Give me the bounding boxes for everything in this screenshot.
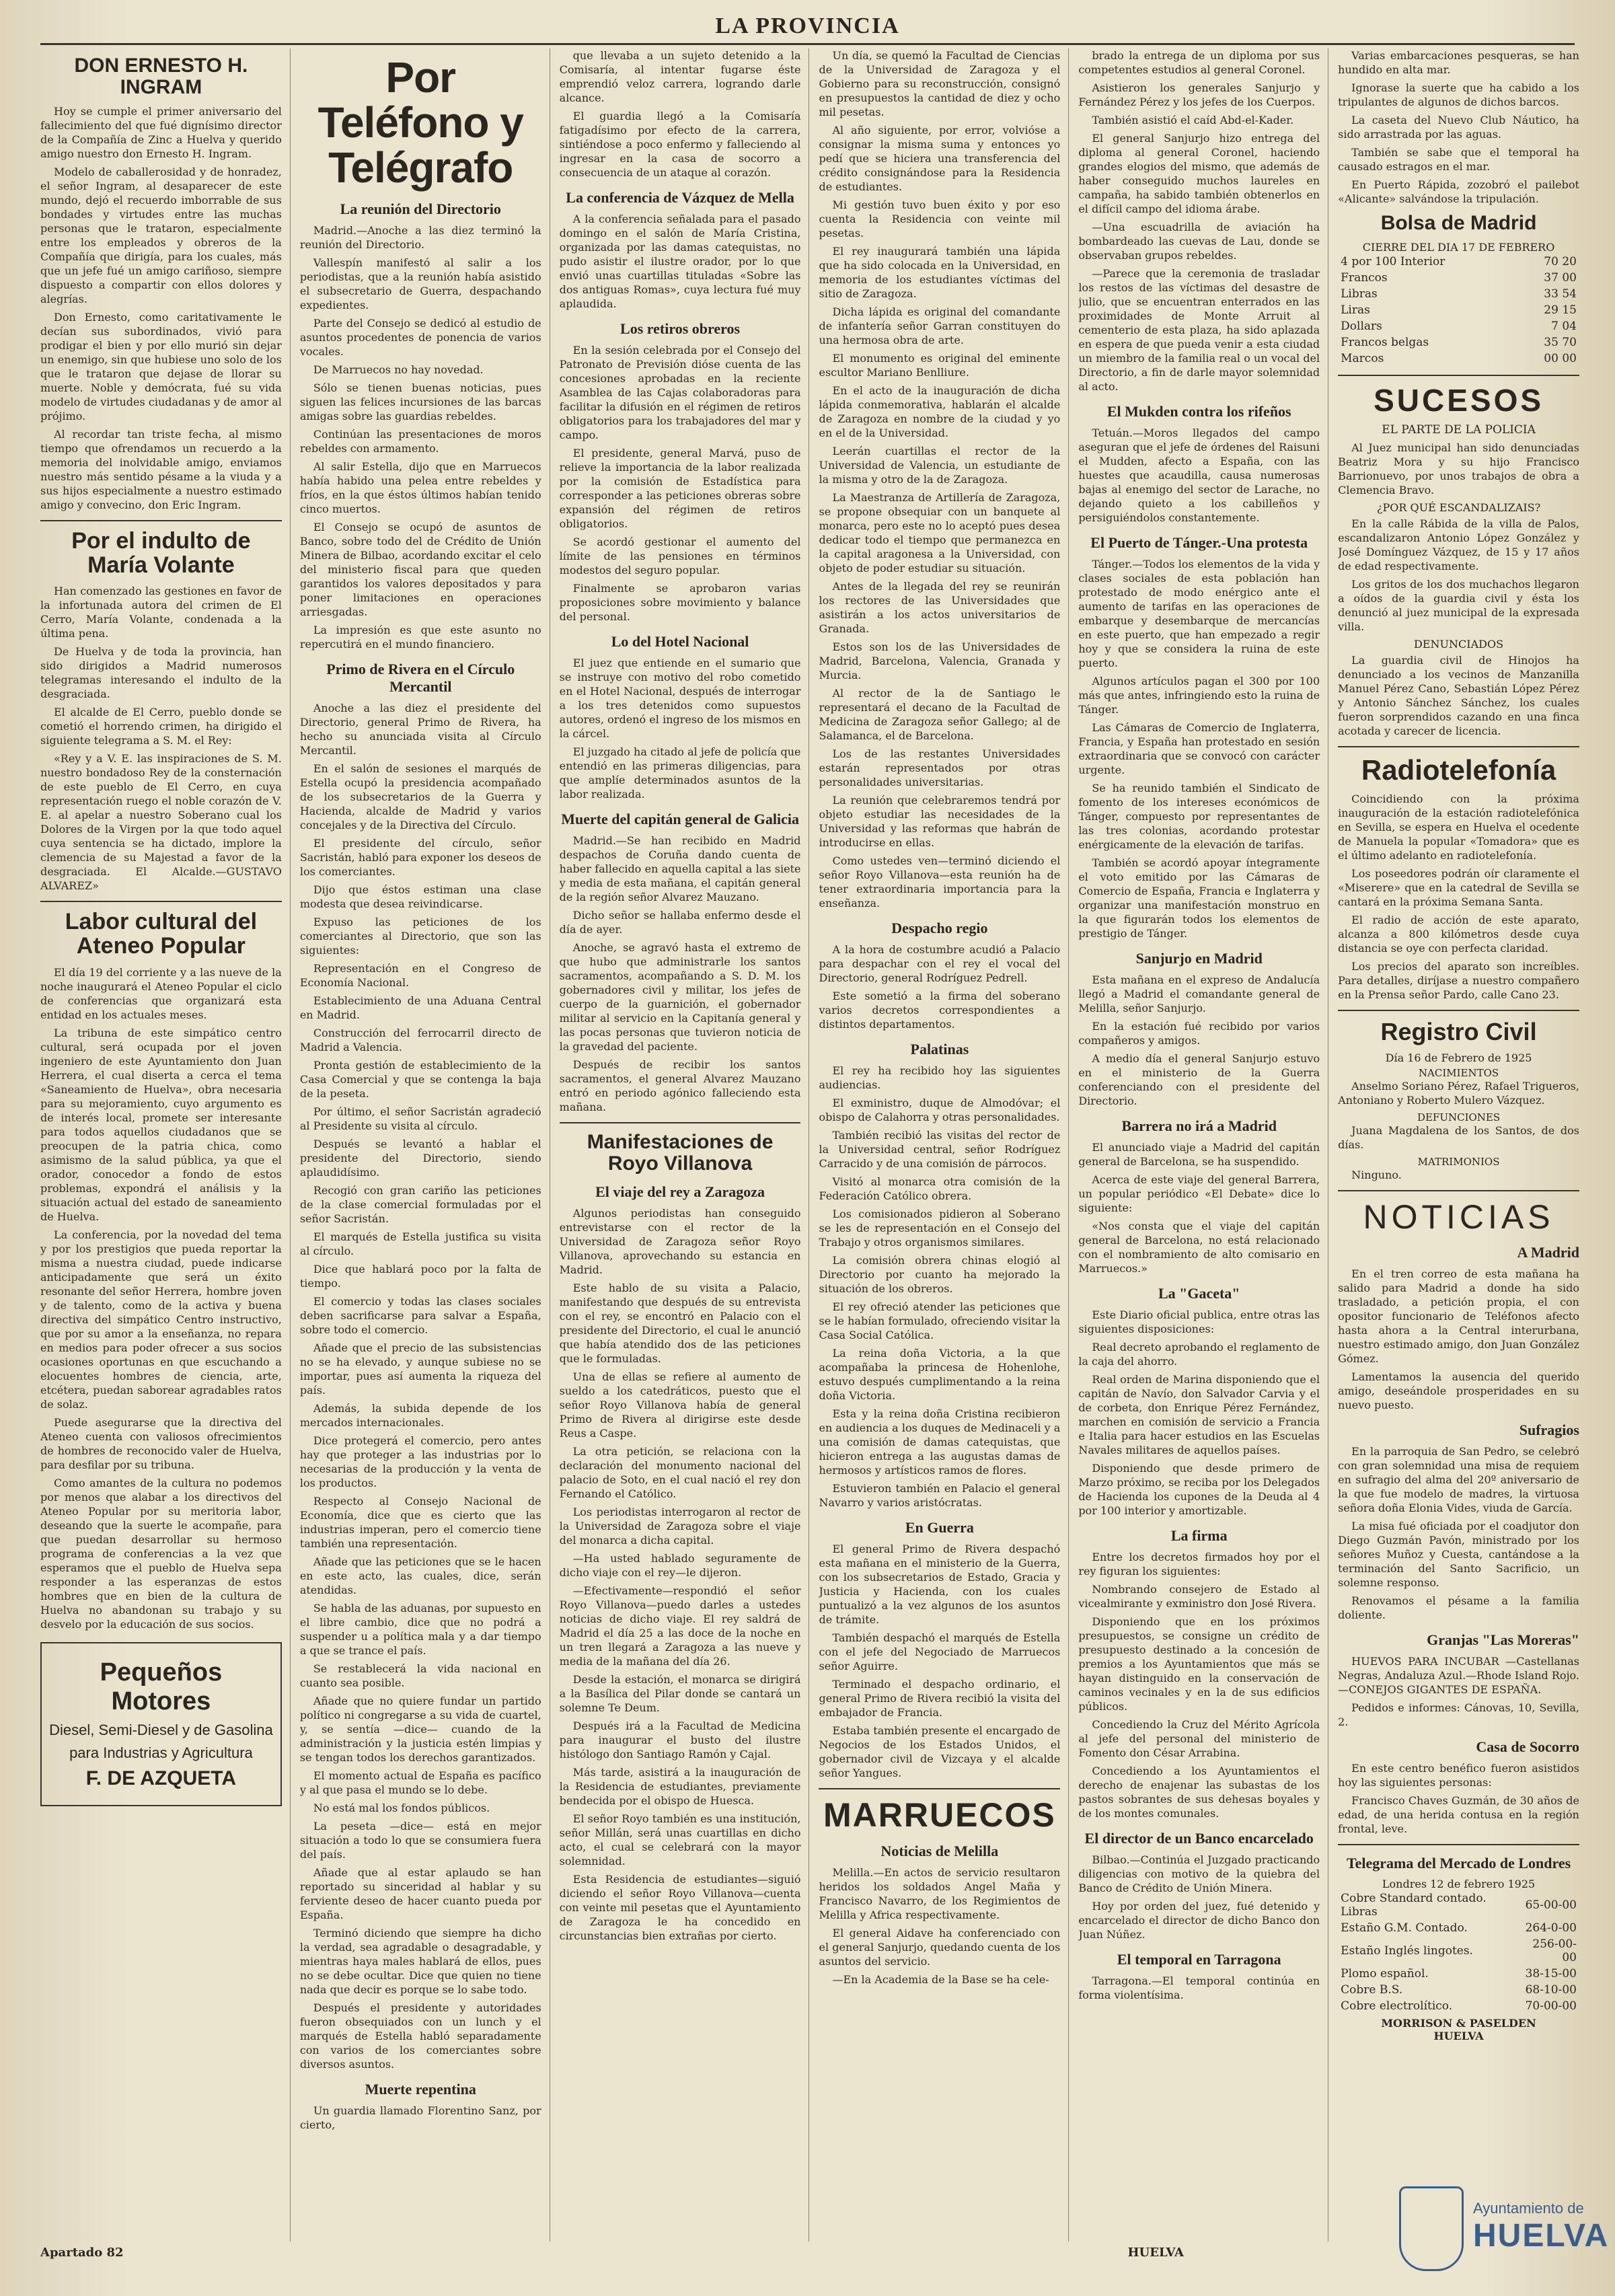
mukden-title: El Mukden contra los rifeños	[1106, 403, 1291, 420]
socorro-title: Casa de Socorro	[1476, 1738, 1579, 1756]
ingram-title: DON ERNESTO H. INGRAM	[74, 54, 248, 98]
temporal-paragraph: Tarragona.—El temporal continúa en forma violentísima.	[1078, 1974, 1320, 2001]
divider	[1338, 746, 1579, 747]
royo-continued: El monumento es original del eminente escultor Mariano Benlliure.	[819, 352, 1061, 379]
capitan-paragraph: Después de recibir los santos sacramentos, el general Alvarez Mauzano entró en periodo agónico falleciendo esta mañana.	[559, 1058, 801, 1113]
londres-table	[1338, 1890, 1579, 2014]
divider	[560, 1122, 801, 1123]
londres-signature: MORRISON & PASELDEN	[1381, 2017, 1536, 2030]
watermark-big: HUELVA	[1473, 2218, 1610, 2254]
palatinas-paragraph: La reina doña Victoria, a la que acompañaba la princesa de Hohenlohe, estuvo después cumplimentando a la reina doña Victoria.	[819, 1347, 1061, 1402]
primo-paragraph: Expuso las peticiones de los comerciantes al Directorio, que son las siguientes:	[299, 915, 541, 957]
ad-company: F. DE AZQUETA	[85, 1767, 237, 1789]
bolsa-label: Dollars	[1341, 319, 1382, 333]
denunciados-title: DENUNCIADOS	[1414, 637, 1504, 651]
temporal-continued: En Puerto Rápida, zozobró el pailebot «Alicante» salvándose la tripulación.	[1338, 178, 1579, 205]
reunion-paragraph: La impresión es que este asunto no repercutirá en el mundo financiero.	[299, 623, 541, 651]
table-row	[1338, 1936, 1579, 1966]
royo-continued: Leerán cuartillas el rector de la Universidad de Valencia, un estudiante de la misma y otro de la de Zaragoza.	[819, 445, 1061, 486]
bolsa-table	[1338, 254, 1579, 367]
ateneo-paragraph: La conferencia, por la novedad del tema y por los prestigios que pueda reportar la misma a nuestra ciudad, puede indicarse anticipadamente que será un éxito resonante del señor Herrera, hombre joven y de talento, como de la activa y buena directiva del simpático Centro instructivo, que por su amor a la enseñanza, no repara en medios para poder ofrecer a sus socios ocasiones oportunas en que escuchando a elocuentes hombres de ciencia, arte, etcétera, puedan saborear agradables ratos de solaz.	[40, 1228, 282, 1411]
defunciones-paragraph: Juana Magdalena de los Santos, de dos días.	[1338, 1123, 1579, 1151]
guerra-paragraph: Estaba también presente el encargado de Negocios de los Estados Unidos, el gobernador civil de Vizcaya y el alcalde señor Yangues.	[819, 1724, 1061, 1779]
sufragios-paragraph: Renovamos el pésame a la familia doliente.	[1338, 1594, 1579, 1622]
primo-paragraph: En el salón de sesiones el marqués de Estella ocupó la presidencia acompañado de los subsecretarios de la Guerra y Hacienda, alcalde de Madrid y varios concejales y de la Directiva del Círculo.	[299, 762, 541, 831]
vazquez-title: La conferencia de Vázquez de Mella	[566, 189, 794, 206]
sufragios-paragraph: La misa fué oficiada por el coadjutor don Diego Guzmán Pavón, ministrado por los señores Muñoz y Cuesta, cantándose a la terminación del Santo Sacrificio, un solemne responso.	[1338, 1520, 1579, 1590]
royo-continued: El rey inaugurará también una lápida que ha sido colocada en la Universidad, en memoria de los estudiantes víctimas del sitio de Zaragoza.	[819, 245, 1061, 300]
ad-city: HUELVA	[1127, 2246, 1184, 2260]
temporal-continued: La caseta del Nuevo Club Náutico, ha sido arrastrada por las aguas.	[1338, 114, 1579, 141]
primo-paragraph: El momento actual de España es pacífico y al que pasa el mundo se lo debe.	[299, 1769, 541, 1796]
socorro-paragraph: En este centro benéfico fueron asistidos hoy las siguientes personas:	[1338, 1762, 1579, 1789]
melilla-continued: El general Sanjurjo hizo entrega del diploma al general Coronel, haciendo grandes elogios del mismo, que además de haber conseguido muchos laureles en campaña, ha sabido también obtenerlos en el difícil campo del idioma árabe.	[1078, 132, 1320, 215]
indulto-paragraph: Han comenzado las gestiones en favor de la infortunada autora del crimen de El Cerro, María Volante, condenada a la última pena.	[40, 585, 282, 640]
table-row	[1338, 1966, 1579, 1982]
radio-title: Radiotelefonía	[1361, 753, 1556, 786]
tanger-paragraph: Las Cámaras de Comercio de Inglaterra, Francia, y España han protestado en sesión extraordinaria que se convocó con carácter urgente.	[1078, 721, 1320, 776]
primo-paragraph: No está mal los fondos públicos.	[313, 1801, 490, 1814]
londres-value: 65-00-00	[1525, 1898, 1577, 1913]
barrera-title: Barrera no irá a Madrid	[1121, 1117, 1277, 1134]
reunion-paragraph: Madrid.—Anoche a las diez terminó la reunión del Directorio.	[299, 223, 541, 251]
royo-paragraph: —Ha usted hablado seguramente de dicho viaje con el rey—le dijeron.	[559, 1552, 801, 1579]
reunion-paragraph: Al salir Estella, dijo que en Marruecos había habido una pelea entre rebeldes y fríos, en la que éstos últimos habían tenido cinco muertos.	[299, 459, 541, 515]
hotel-paragraph: El juez que entiende en el sumario que se instruye con motivo del robo cometido en el Hotel Nacional, después de interrogar a los tres detenidos como supuestos autores, ordenó el ingreso de los mismos en la cárcel.	[559, 657, 801, 740]
ateneo-title: Labor cultural del Ateneo Popular	[65, 909, 258, 959]
tanger-paragraph: Se ha reunido también el Sindicato de fomento de los intereses económicos de Tánger, compuesto por representantes de las tres colonias, acordando protestar enérgicamente de la elevación de tarifas.	[1078, 782, 1320, 851]
nacimientos-paragraph: Anselmo Soriano Pérez, Rafael Trigueros, Antoniano y Roberto Mulero Vázquez.	[1338, 1079, 1579, 1107]
ad-title: Pequeños Motores	[100, 1658, 223, 1715]
bolsa-value: 37 00	[1544, 270, 1577, 285]
bolsa-label: Francos	[1341, 270, 1388, 285]
newspaper-name: LA PROVINCIA	[715, 13, 900, 38]
londres-label: Cobre electrolítico.	[1341, 1999, 1453, 2013]
bolsa-value: 70 20	[1544, 254, 1577, 268]
divider	[40, 520, 282, 521]
reunion-paragraph: Parte del Consejo se dedicó al estudio de asuntos procedentes de ponencia de varios vocales.	[299, 316, 541, 358]
bolsa-label: 4 por 100 Interior	[1341, 254, 1445, 268]
royo-continued: La Maestranza de Artillería de Zaragoza, se propone obsequiar con un banquete al monarca, pero este no lo aceptó pues desea dedicar todo el tiempo que permanezca en la capital aragonesa a la Universidad, con objeto de poder estudiar su situación.	[819, 491, 1061, 575]
tanger-paragraph: Algunos artículos pagan el 300 por 100 más que antes, infringiendo esto la ruina de Tánger.	[1078, 675, 1320, 716]
palatinas-paragraph: La comisión obrera chinas elogió al Directorio por cuanto ha mejorado la situación de los obreros.	[819, 1254, 1061, 1295]
motores-advertisement	[40, 1642, 282, 1806]
primo-paragraph: Anoche a las diez el presidente del Directorio, general Primo de Rivera, ha hecho su anunciada visita al Círculo Mercantil.	[299, 701, 541, 757]
bolsa-label: Marcos	[1341, 351, 1384, 365]
firma-paragraph: Disponiendo que en los próximos presupuestos, se consigne un crédito de presupuesto destinado a la concesión de premios a los Ayuntamientos que más se hayan distinguido en la conservación de caminos vecinales y en la de sus edificios públicos.	[1078, 1615, 1320, 1713]
ingram-paragraph: Don Ernesto, como caritativamente le decían sus subordinados, vivió para prodigar el bien y por ello murió sin dejar un enemigo, sin que hubiese uno solo de los que le trataron que dejase de llorar su muerte. Noble y demócrata, fué su vida modelo de virtudes ciudadanas y de amor al prójimo.	[40, 311, 282, 422]
ad-box: Apartado 82	[40, 2246, 124, 2260]
sanjurjo-paragraph: En la estación fué recibido por varios compañeros y amigos.	[1078, 1020, 1320, 1047]
indulto-title: Por el indulto de María Volante	[71, 528, 251, 578]
palatinas-title: Palatinas	[910, 1041, 969, 1058]
section-title: Por Teléfono y Telégrafo	[317, 53, 523, 192]
hotel-paragraph: El juzgado ha citado al jefe de policía que entendió en las primeras diligencias, para que amplíe determinados asuntos de la labor realizada.	[559, 745, 801, 801]
table-row	[1338, 302, 1579, 318]
primo-paragraph: Añade que las peticiones que se le hacen en este acto, las cuales, dice, serán atendidas.	[299, 1555, 541, 1596]
column-6	[1338, 48, 1587, 2242]
despacho-paragraph: Este sometió a la firma del soberano varios decretos correspondientes a distintos departamentos.	[819, 990, 1061, 1031]
guerra-title: En Guerra	[905, 1519, 974, 1536]
column-4	[819, 48, 1069, 2242]
column-1	[40, 48, 291, 2242]
melilla-continued: También asistió el caíd Abd-el-Kader.	[1092, 114, 1294, 126]
sanjurjo-paragraph: A medio día el general Sanjurjo estuvo en el ministerio de la Guerra conferenciando con el presidente del Directorio.	[1078, 1052, 1320, 1107]
denunciados-paragraph: La guardia civil de Hinojos ha denunciado a los vecinos de Manzanilla Manuel Pérez Cano, Sebastián López Pérez y Antonio Sánchez Sánchez, los cuales fueron sorprendidos cazando en una finca acotada y carecer de licencia.	[1338, 653, 1579, 737]
bolsa-label: Libras	[1341, 287, 1378, 301]
palatinas-paragraph: Visitó al monarca otra comisión de la Federación Católico obrera.	[819, 1175, 1061, 1202]
royo-continued: Dicha lápida es original del comandante de infantería señor Garran constituyen do una hermosa obra de arte.	[819, 305, 1061, 346]
sufragios-paragraph: En la parroquia de San Pedro, se celebró con gran solemnidad una misa de requiem en sufragio del alma del 20º aniversario de la que fue modelo de madres, la virtuosa señora doña Elonia Vides, viuda de García.	[1338, 1445, 1579, 1515]
palatinas-paragraph: También recibió las visitas del rector de la Universidad central, señor Rodríguez Carracido y de una comisión de párrocos.	[819, 1129, 1061, 1170]
table-row	[1338, 286, 1579, 302]
table-row	[1338, 1890, 1579, 1920]
radio-paragraph: Los poseedores podrán oír claramente el «Miserere» que en la catedral de Sevilla se cantará en la próxima Semana Santa.	[1338, 866, 1579, 908]
gaceta-title: La "Gaceta"	[1158, 1285, 1240, 1302]
primo-paragraph: Establecimiento de una Aduana Central en Madrid.	[299, 994, 541, 1021]
archive-watermark	[1473, 2200, 1609, 2254]
palatinas-paragraph: El rey ofreció atender las peticiones que se le habían formulado, ofreciendo visitar la Casa Social Católica.	[819, 1300, 1061, 1341]
melilla-paragraph: El general Aidave ha conferenciado con el general Sanjurjo, quedando cuenta de los asuntos del servicio.	[819, 1926, 1061, 1968]
primo-paragraph: Se restablecerá la vida nacional en cuanto sea posible.	[299, 1662, 541, 1689]
matrimonios-paragraph: Ninguno.	[1351, 1168, 1402, 1181]
divider	[40, 901, 282, 902]
primo-paragraph: Dice que hablará poco por la falta de tiempo.	[299, 1262, 541, 1290]
retiros-paragraph: Se acordó gestionar el aumento del límite de las pensiones en términos modestos del seguro popular.	[559, 535, 801, 577]
temporal-title: El temporal en Tarragona	[1117, 1951, 1281, 1968]
royo-continued: Antes de la llegada del rey se reunirán los rectores de las Universidades que asistirán a los actos universitarios de Granada.	[819, 580, 1061, 635]
banco-title: El director de un Banco encarcelado	[1084, 1830, 1314, 1847]
sucesos-question: ¿POR QUÉ ESCANDALIZAIS?	[1376, 501, 1541, 514]
watermark-small: Ayuntamiento de	[1473, 2200, 1584, 2217]
nacimientos-title: NACIMIENTOS	[1418, 1066, 1499, 1079]
ateneo-paragraph: Como amantes de la cultura no podemos por menos que alabar a los directivos del Ateneo Popular por su meritoria labor, deseando que la suerte le acompañe, para que puedan desarrollar su hermoso programa de conferencias a la vez que esperamos que el pueblo de Huelva sepa responder a las esperanzas de estos hombres que en bien de la cultura de Huelva no abandonan su trabajo y su desvelo por la educación de sus socios.	[40, 1476, 282, 1631]
palatinas-paragraph: Estuvieron también en Palacio el general Navarro y varios aristócratas.	[819, 1482, 1061, 1509]
reunion-title: La reunión del Directorio	[340, 200, 501, 217]
tanger-title: El Puerto de Tánger.-Una protesta	[1090, 534, 1308, 551]
ateneo-paragraph: El día 19 del corriente y a las nueve de la noche inaugurará el Ateneo Popular el ciclo de conferencias que organizará esta entidad en los actuales meses.	[40, 965, 282, 1021]
ingram-paragraph: Modelo de caballerosidad y de honradez, el señor Ingram, al desaparecer de este mundo, dejó el recuerdo imborrable de sus bondades y virtudes entre las muchas personas que le trataron, especialmente entre los empleados y obreros de la Compañía que dirigía, para los cuales, más que un jefe fué un amigo cariñoso, siempre dispuesto a compartir con ellos dolores y alegrías.	[40, 165, 282, 305]
primo-paragraph: Añade que al estar aplaudo se han reportado su sinceridad al hablar y su ferviente deseo de hacer cuanto pueda por España.	[299, 1865, 541, 1921]
melilla-continued: brado la entrega de un diploma por sus competentes estudios al general Coronel.	[1078, 49, 1320, 76]
londres-value: 70-00-00	[1525, 1999, 1577, 2013]
royo-paragraph: La otra petición, se relaciona con la declaración del monumento nacional del palacio de Soto, en el cual nació el rey don Fernando el Católico.	[559, 1445, 801, 1500]
bolsa-value: 33 54	[1544, 287, 1577, 301]
primo-paragraph: Añade que el precio de las subsistencias no se ha elevado, y aunque subiese no se importar, pues así aumenta la riqueza del país.	[299, 1341, 541, 1397]
sucesos-paragraph: Los gritos de los dos muchachos llegaron a oídos de la guardia civil y ésta los denunció al juez municipal de la expresada villa.	[1338, 577, 1579, 633]
column-2	[300, 48, 550, 2242]
ateneo-paragraph: Puede asegurarse que la directiva del Ateneo cuenta con valiosos ofrecimientos de hombres de reconocido valer de Huelva, para desfilar por su tribuna.	[40, 1415, 282, 1471]
guerra-paragraph: También despachó el marqués de Estella con el jefe del Negociado de Marruecos señor Aguirre.	[819, 1631, 1061, 1672]
barrera-paragraph: Acerca de este viaje del general Barrera, un popular periódico «El Debate» dice lo siguiente:	[1078, 1173, 1320, 1214]
firma-paragraph: Concediendo la Cruz del Mérito Agrícola al jefe del personal del ministerio de Fomento don César Arrabina.	[1078, 1718, 1320, 1759]
amadrid-title: A Madrid	[1517, 1244, 1579, 1261]
column-3	[560, 48, 810, 2242]
ingram-paragraph: Hoy se cumple el primer aniversario del fallecimiento del que fué dignísimo director de la Compañía de Zinc a Huelva y querido amigo nuestro don Ernesto H. Ingram.	[40, 105, 282, 160]
table-row	[1338, 1920, 1579, 1936]
despacho-paragraph: A la hora de costumbre acudió a Palacio para despachar con el rey el vocal del Directorio, general Rodríguez Pedrell.	[819, 943, 1061, 984]
primo-paragraph: Dijo que éstos estiman una clase modesta que desea reivindicarse.	[299, 883, 541, 910]
bolsa-subtitle: CIERRE DEL DIA 17 DE FEBRERO	[1362, 240, 1555, 254]
retiros-paragraph: El presidente, general Marvá, puso de relieve la importancia de la labor realizada por la comisión de Estadística para corresponder a las peticiones obreras sobre expansión del régimen de retiros obligatorios.	[559, 447, 801, 530]
palatinas-paragraph: Los comisionados pidieron al Soberano se les de representación en el Consejo del Trabajo y otros organismos similares.	[819, 1208, 1061, 1249]
londres-label: Cobre Standard contado. Libras	[1341, 1892, 1487, 1919]
royo-subtitle: El viaje del rey a Zaragoza	[595, 1183, 765, 1200]
capitan-paragraph: Anoche, se agravó hasta el extremo de que hubo que administrarle los santos sacramentos, acompañando a S. D. M. los gobernadores civil y militar, los jefes de cuerpo de la guarnición, el gobernador militar al servicio en la Capitanía general y las pocas personas que tuvieron noticia de la gravedad del paciente.	[559, 941, 801, 1053]
royo-continued: Al año siguiente, por error, volvióse a consignar la misma suma y entonces yo pedí que se hiciera una transferencia del crédito consignándose para la Residencia de estudiantes.	[819, 124, 1061, 193]
granjas-title: Granjas "Las Moreras"	[1427, 1631, 1579, 1649]
royo-continued: En el acto de la inauguración de dicha lápida conmemorativa, hablarán el alcalde de Zaragoza en nombre de la ciudad y yo en el de la Universidad.	[819, 384, 1061, 439]
royo-paragraph: Una de ellas se refiere al aumento de sueldo a los catedráticos, puesto que el señor Royo Villanova había de general Primo de Rivera al dirigirse este desde Reus a Caspe.	[559, 1370, 801, 1440]
royo-paragraph: Más tarde, asistirá a la inauguración de la Residencia de estudiantes, previamente bendecida por el obispo de Huesca.	[559, 1766, 801, 1807]
banco-paragraph: Bilbao.—Continúa el Juzgado practicando diligencias con motivo de la quiebra del Banco de Crédito de Unión Minera.	[1078, 1853, 1320, 1894]
temporal-continued: Ignorase la suerte que ha cabido a los tripulantes de algunos de dichos barcos.	[1338, 81, 1579, 108]
mukden-paragraph: Tetuán.—Moros llegados del campo aseguran que el jefe de órdenes del Raisuni el Mudden, afecto a España, con las huestes que acaudilla, causa numerosas bajas al enemigo del sector de Larache, no dejando quieto a los cabilleños y persiguiéndolos constantemente.	[1078, 427, 1320, 524]
londres-value: 38-15-00	[1525, 1967, 1577, 1981]
ingram-paragraph: Al recordar tan triste fecha, al mismo tiempo que ofrendamos un recuerdo a la memoria del inolvidable amigo, enviamos nuestro más sentido pésame a la viuda y a sus hijos especialmente a nuestro estimado amigo y convecino, don Eric Ingram.	[40, 428, 282, 511]
barrera-paragraph: El anunciado viaje a Madrid del capitán general de Barcelona, se ha suspendido.	[1078, 1141, 1320, 1168]
royo-continued: Los de las restantes Universidades estarán representados por otras personalidades universitarias.	[819, 747, 1061, 788]
londres-label: Cobre B.S.	[1341, 1983, 1403, 1997]
londres-city: HUELVA	[1433, 2030, 1484, 2043]
sufragios-title: Sufragios	[1519, 1421, 1579, 1439]
column-5	[1078, 48, 1328, 2242]
bolsa-value: 7 04	[1551, 319, 1577, 333]
amadrid-paragraph: Lamentamos la ausencia del querido amigo, deseándole prosperidades en su nuevo puesto.	[1338, 1370, 1579, 1412]
despacho-title: Despacho regio	[891, 920, 988, 936]
hotel-title: Lo del Hotel Nacional	[611, 633, 749, 650]
vazquez-paragraph: A la conferencia señalada para el pasado domingo en el salón de María Cristina, organizada por las damas catequistas, no pudo asistir el ilustre orador, por lo que envió unas cuartillas tituladas «Sobre las dos antiguas Romas», cuya lectura fué muy aplaudida.	[559, 213, 801, 310]
temporal-continued: Varias embarcaciones pesqueras, se han hundido en alta mar.	[1338, 49, 1579, 76]
granjas-paragraph: HUEVOS PARA INCUBAR —Castellanas Negras, Andaluza Azul.—Rhode Island Rojo.—CONEJOS GIGANTES DE ESPAÑA.	[1338, 1655, 1579, 1697]
primo-title: Primo de Rivera en el Círculo Mercantil	[326, 660, 515, 695]
firma-paragraph: Entre los decretos firmados hoy por el rey figuran los siguientes:	[1078, 1551, 1320, 1578]
royo-paragraph: Este hablo de su visita a Palacio, manifestando que después de su entrevista con el rey, se encontró en Palacio con el presidente del Directorio, el cual le anunció que había atendido dos de las peticiones que le formuladas.	[559, 1282, 801, 1365]
granjas-paragraph: Pedidos e informes: Cánovas, 10, Sevilla, 2.	[1338, 1701, 1579, 1729]
table-row	[1338, 254, 1579, 270]
royo-title: Manifestaciones de Royo Villanova	[587, 1131, 774, 1175]
divider	[1338, 1190, 1579, 1191]
reunion-paragraph: El Consejo se ocupó de asuntos de Banco, sobre todo del de Crédito de Unión Minera de Bilbao, acordando excitar el celo del ministerio fiscal para que queden garantidos los valores depositados y para poner limitaciones en operaciones arriesgadas.	[299, 520, 541, 618]
radio-paragraph: El radio de acción de este aparato, alcanza a 800 kilómetros desde cuya distancia se oye con perfecta claridad.	[1338, 913, 1579, 955]
temporal-continued: También se sabe que el temporal ha causado estragos en el mar.	[1338, 146, 1579, 173]
sucesos-paragraph: En la calle Rábida de la villa de Palos, escandalizaron Antonio López González y José Domínguez Vázquez, de 15 y 17 años de edad respectivamente.	[1338, 517, 1579, 572]
reunion-paragraph: Continúan las presentaciones de moros rebeldes con armamento.	[299, 427, 541, 455]
guerra-paragraph: Terminado el despacho ordinario, el general Primo de Rivera recibió la visita del embajador de Francia.	[819, 1678, 1061, 1719]
muerte-continued: El guardia llegó a la Comisaría fatigadísimo por efecto de la carrera, sintiéndose a poco enfermo y falleciendo al ingresar en la casa de socorro a consecuencia de un ataque al corazón.	[559, 110, 801, 179]
coat-of-arms-icon	[1399, 2186, 1464, 2271]
gaceta-paragraph: Disponiendo que desde primero de Marzo próximo, se reciba por los Delegados de Hacienda los cupones de la Deuda al 4 por 100 interior y amortizable.	[1078, 1462, 1320, 1517]
sucesos-paragraph: Al Juez municipal han sido denunciadas Beatriz Mora y su hijo Francisco Barrionuevo, por unos trabajos de obra a Clemencia Bravo.	[1338, 441, 1579, 496]
table-row	[1338, 334, 1579, 350]
primo-paragraph: Dice protegerá el comercio, pero antes hay que proteger a las industrias por lo necesarias de la producción y la venta de los productos.	[299, 1434, 541, 1489]
londres-value: 68-10-00	[1525, 1983, 1577, 1997]
defunciones-title: DEFUNCIONES	[1417, 1111, 1501, 1123]
royo-continued: Al rector de la de Santiago le representará el decano de la Facultad de Medicina de Zaragoza señor Gallego; al de Salamanca, el de Barcelona.	[819, 687, 1061, 742]
londres-value: 264-0-00	[1525, 1921, 1577, 1935]
primo-paragraph: Respecto al Consejo Nacional de Economía, dice que es cierto que las industrias imperan, pero el comercio tiene también una representación.	[299, 1494, 541, 1550]
ateneo-paragraph: La tribuna de este simpático centro cultural, será ocupada por el joven ingeniero de este Ayuntamiento don Juan Herrera, el cual diserta a cerca el tema «Saneamiento de Huelva», obra necesaria para su mejoramiento, cuyo argumento es de interés local, promete ser interesante para todos aquellos ciudadanos que se preocupen de la patria chica, como asimismo de la salud pública, ya que el orador, conocedor a fondo de estos problemas, expondrá el análisis y la situación actual del estado de saneamiento de Huelva.	[40, 1026, 282, 1223]
royo-paragraph: Algunos periodistas han conseguido entrevistarse con el rector de la Universidad de Zaragoza señor Royo Villanova, aprovechando su estancia en Madrid.	[559, 1207, 801, 1276]
melilla-paragraph: Melilla.—En actos de servicio resultaron heridos los soldados Angel Maña y Francisco Navarro, de los Regimientos de Melilla y Africa respectivamente.	[819, 1865, 1061, 1921]
registro-title: Registro Civil	[1380, 1017, 1537, 1045]
primo-paragraph: Después el presidente y autoridades fueron obsequiados con un lunch y el marqués de Estella habló separadamente con varios de los comerciantes sobre diversos asuntos.	[299, 2001, 541, 2071]
table-row	[1338, 1982, 1579, 1998]
melilla-continued: —Parece que la ceremonia de trasladar los restos de las víctimas del desastre de julio, que se encuentran enterrados en las proximidades de Monte Arruit al cementerio de esta plaza, ha sido aplazada en espera de que pueda venir a esta ciudad un miembro de la familia real o un vocal del Directorio, a fin de darle mayor solemnidad al acto.	[1078, 267, 1320, 393]
londres-label: Plomo español.	[1341, 1967, 1429, 1981]
primo-paragraph: Además, la subida depende de los mercados internacionales.	[299, 1401, 541, 1429]
palatinas-paragraph: Esta y la reina doña Cristina recibieron en audiencia a los duques de Medinaceli y a una comisión de damas catequistas, que hicieron entrega a las augustas damas de hermosos y artísticos ramos de flores.	[819, 1407, 1061, 1477]
muerte-title: Muerte repentina	[365, 2080, 476, 2098]
royo-continued: Un día, se quemó la Facultad de Ciencias de la Universidad de Zaragoza y el Gobierno para su reconstrucción, consignó en presupuestos la cantidad de diez y ocho mil pesetas.	[819, 49, 1061, 118]
primo-paragraph: Construcción del ferrocarril directo de Madrid a Valencia.	[299, 1026, 541, 1053]
primo-paragraph: Por último, el señor Sacristán agradeció al Presidente su visita al círculo.	[299, 1105, 541, 1132]
capitan-paragraph: Madrid.—Se han recibido en Madrid despachos de Coruña dando cuenta de haber fallecido en aquella capital a las siete y media de esta mañana, el capitán general de la región señor Alvarez Mauzano.	[559, 834, 801, 903]
firma-paragraph: Concediendo a los Ayuntamientos el derecho de enajenar las subastas de los pastos sobrantes de sus dehesas boyales y de los montes comunales.	[1078, 1765, 1320, 1820]
guerra-paragraph: El general Primo de Rivera despachó esta mañana en el ministerio de la Guerra, con los subsecretarios de Estado, Gracia y Justicia y Hacienda, con los cuales puntualizó a la vez algunos de los asuntos de trámite.	[819, 1543, 1061, 1626]
primo-paragraph: Recogió con gran cariño las peticiones de la clase comercial formuladas por el señor Sacristán.	[299, 1183, 541, 1225]
radio-paragraph: Coincidiendo con la próxima inauguración de la estación radiotelefónica en Sevilla, se espera en Huelva el ocedente de Manuela la popular «Tomadora» que es el último adelanto en radiotelefonía.	[1338, 792, 1579, 862]
sucesos-subtitle: EL PARTE DE LA POLICIA	[1382, 422, 1536, 437]
table-row	[1338, 1998, 1579, 2014]
melilla-paragraph: —En la Academia de la Base se ha cele-	[832, 1972, 1049, 1986]
primo-paragraph: Añade que no quiere fundar un partido político ni congregarse a su vida de cuartel, y, se sentía —dice— cuando de la administración y la justicia estén limpias y se tengan todos los derechos garantizados.	[299, 1694, 541, 1764]
tanger-paragraph: Tánger.—Todos los elementos de la vida y clases sociales de esta población han protestado de modo enérgico ante el aumento de tarifas en las operaciones de embarque y desembarque de mercancías en este puerto, que han empezado a regir hoy y que se considera la ruina de este puerto.	[1078, 558, 1320, 669]
royo-paragraph: —Efectivamente—respondió el señor Royo Villanova—puedo darles a ustedes noticias de dicho viaje. El rey saldrá de Madrid el día 25 a las doce de la noche en un tren llegará a Zaragoza a las nueve y media de la mañana del día 26.	[559, 1584, 801, 1668]
melilla-continued: —Una escuadrilla de aviación ha bombardeado las cuevas de Lau, donde se observaban grupos rebeldes.	[1078, 221, 1320, 262]
royo-continued: Mi gestión tuvo buen éxito y por eso cuenta la Residencia con veinte mil pesetas.	[819, 198, 1061, 239]
royo-paragraph: Los periodistas interrogaron al rector de la Universidad de Zaragoza sobre el viaje del monarca a dicha capital.	[559, 1506, 801, 1547]
royo-continued: Estos son los de las Universidades de Madrid, Barcelona, Valencia, Granada y Murcia.	[819, 640, 1061, 681]
table-row	[1338, 318, 1579, 334]
banco-paragraph: Hoy por orden del juez, fué detenido y encarcelado el director de dicho Banco don Juan Núñez.	[1078, 1900, 1320, 1941]
masthead	[40, 9, 1575, 45]
melilla-continued: Asistieron los generales Sanjurjo y Fernández Pérez y los jefes de los Cuerpos.	[1078, 81, 1320, 108]
primo-paragraph: Pronta gestión de establecimiento de la Casa Comercial y que se contenga la baja de la peseta.	[299, 1058, 541, 1100]
columns	[40, 48, 1587, 2242]
divider	[1338, 1010, 1579, 1011]
royo-paragraph: El señor Royo también es una institución, señor Millán, será unas cuartillas en dicho acto, el cual se celebrará con la mayor solemnidad.	[559, 1812, 801, 1867]
sanjurjo-title: Sanjurjo en Madrid	[1135, 950, 1263, 967]
divider	[1338, 1844, 1579, 1845]
retiros-paragraph: En la sesión celebrada por el Consejo del Patronato de Previsión dióse cuenta de las concesiones aprobadas en la reciente Asamblea de las Cajas colaboradoras para facilitar la difusión en el régimen de retiros obligatorios para los trabajadores del mar y campo.	[559, 344, 801, 441]
matrimonios-title: MATRIMONIOS	[1417, 1155, 1500, 1168]
bolsa-label: Francos belgas	[1341, 335, 1429, 349]
firma-paragraph: Nombrando consejero de Estado al vicealmirante y exministro don José Rivera.	[1078, 1583, 1320, 1610]
primo-paragraph: Después se levantó a hablar el presidente del Directorio, siendo aplaudidísimo.	[299, 1137, 541, 1179]
bolsa-value: 00 00	[1544, 351, 1577, 365]
table-row	[1338, 270, 1579, 286]
londres-label: Estaño Inglés lingotes.	[1341, 1944, 1473, 1958]
palatinas-paragraph: El rey ha recibido hoy las siguientes audiencias.	[819, 1064, 1061, 1091]
muerte-continued: que llevaba a un sujeto detenido a la Comisaría, al intentar fugarse éste emprendió veloz carrera, logrando darle alcance.	[559, 49, 801, 104]
indulto-paragraph: «Rey y a V. E. las inspiraciones de S. M. nuestro bondadoso Rey de la consternación de este pueblo de El Cerro, en cuya representación ruego el noble corazón de V. E. al apelar a nuestro Soberano cual los Dolores de la Virgen por la que todo aquel cuya sentencia se ha dictado, implore la clemencia de su Majestad a favor de la desgraciada. El Alcalde.—GUSTAVO ALVAREZ»	[40, 752, 282, 893]
royo-paragraph: Desde la estación, el monarca se dirigirá a la Basílica del Pilar donde se cantará un solemne Te Deum.	[559, 1673, 801, 1714]
capitan-title: Muerte del capitán general de Galicia	[561, 811, 799, 827]
indulto-paragraph: De Huelva y de toda la provincia, han sido dirigidos a Madrid numerosos telegramas interesando el indulto de la desgraciada.	[40, 645, 282, 701]
primo-paragraph: El comercio y todas las clases sociales deben sacrificarse para salvar a España, sobre todo el comercio.	[299, 1294, 541, 1336]
retiros-paragraph: Finalmente se aprobaron varias proposiciones sobre movimiento y balance del personal.	[559, 582, 801, 623]
royo-paragraph: Esta Residencia de estudiantes—siguió diciendo el señor Royo Villanova—cuenta con veinte mil pesetas que el Ayuntamiento de Zaragoza le ha concedido en circunstancias bien extrañas por cierto.	[559, 1873, 801, 1942]
tanger-paragraph: También se acordó apoyar íntegramente el voto emitido por las Cámaras de Comercio de España, Francia e Inglaterra y organizar una manifestación monstruo en la que figurarán todos los elementos de prestigio de Tánger.	[1078, 856, 1320, 940]
marruecos-title: MARRUECOS	[823, 1796, 1056, 1834]
ad-line: Diesel, Semi-Diesel y de Gasolina	[49, 1721, 273, 1738]
melilla-title: Noticias de Melilla	[880, 1842, 999, 1859]
divider	[1338, 375, 1579, 376]
bolsa-value: 35 70	[1544, 335, 1577, 349]
muerte-paragraph: Un guardia llamado Florentino Sanz, por cierto,	[299, 2104, 541, 2131]
bolsa-label: Liras	[1341, 303, 1370, 317]
ad-line: para Industrias y Agricultura	[69, 1744, 253, 1761]
indulto-paragraph: El alcalde de El Cerro, pueblo donde se cometió el horrendo crimen, ha dirigido el siguiente telegrama a S. M. el Rey:	[40, 706, 282, 747]
primo-paragraph: Representación en el Congreso de Economía Nacional.	[299, 961, 541, 989]
primo-paragraph: Terminó diciendo que siempre ha dicho la verdad, sea agradable o desagradable, y mientras haya males hablará de ellos, pues no se debe ocultar. Dice que quien no tiene nada que decir es porque se lo sabe todo.	[299, 1926, 541, 1996]
firma-title: La firma	[1170, 1527, 1228, 1544]
palatinas-paragraph: El exministro, duque de Almodóvar; el obispo de Calahorra y otras personalidades.	[819, 1097, 1061, 1123]
londres-label: Estaño G.M. Contado.	[1341, 1921, 1468, 1935]
primo-paragraph: Se habla de las aduanas, por supuesto en el libre cambio, dice que no podrá a suspender u a política mala y a dar tiempo a que se trance el país.	[299, 1601, 541, 1657]
barrera-paragraph: «Nos consta que el viaje del capitán general de Barcelona, no está relacionado con el nombramiento de alto comisario en Marruecos.»	[1078, 1220, 1320, 1275]
radio-paragraph: Los precios del aparato son increíbles. Para detalles, diríjase a nuestro compañero en la Prensa señor Pardo, calle Cano 23.	[1338, 959, 1579, 1001]
primo-paragraph: El marqués de Estella justifica su visita al círculo.	[299, 1230, 541, 1257]
primo-paragraph: La peseta —dice— está en mejor situación a todo lo que se consumiera fuera del país.	[299, 1819, 541, 1861]
londres-date: Londres 12 de febrero 1925	[1382, 1878, 1536, 1891]
primo-paragraph: El presidente del círculo, señor Sacristán, habló para exponer los deseos de los comerciantes.	[299, 836, 541, 878]
gaceta-paragraph: Real orden de Marina disponiendo que el capitán de Navío, don Salvador Carvia y el de corbeta, don Enrique Pérez Fernández, marchen en comisión de servicio a Francia e Italia para hacer estudios en las Escuelas Navales militares de aquellos países.	[1078, 1373, 1320, 1456]
bolsa-title: Bolsa de Madrid	[1380, 212, 1537, 234]
registro-date: Día 16 de Febrero de 1925	[1385, 1051, 1532, 1064]
footer-line	[40, 2246, 1184, 2260]
socorro-paragraph: Francisco Chaves Guzmán, de 30 años de edad, de una herida contusa en la región frontal, leve.	[1338, 1794, 1579, 1836]
royo-continued: La reunión que celebraremos tendrá por objeto estudiar las necesidades de la Universidad y las reformas que habrán de introducirse en ellas.	[819, 794, 1061, 849]
gaceta-paragraph: Este Diario oficial publica, entre otras las siguientes disposiciones:	[1078, 1308, 1320, 1335]
table-row	[1338, 350, 1579, 367]
capitan-paragraph: Dicho señor se hallaba enfermo desde el día de ayer.	[559, 909, 801, 936]
retiros-title: Los retiros obreros	[620, 320, 741, 337]
noticias-title: NOTICIAS	[1363, 1197, 1554, 1236]
amadrid-paragraph: En el tren correo de esta mañana ha salido para Madrid a donde ha sido trasladado, a petición propia, el con opositor funcionario de Teléfonos afecto hasta ahora a la Central interurbana, nuestro estimado amigo, don Juan González Gómez.	[1338, 1267, 1579, 1366]
bolsa-value: 29 15	[1544, 303, 1577, 317]
sanjurjo-paragraph: Esta mañana en el expreso de Andalucía llegó a Madrid el comandante general de Melilla, señor Sanjurjo.	[1078, 973, 1320, 1014]
royo-paragraph: Después irá a la Facultad de Medicina para inaugurar el busto del ilustre histólogo don Santiago Ramón y Cajal.	[559, 1719, 801, 1761]
reunion-paragraph: Vallespín manifestó al salir a los periodistas, que a la reunión había asistido el subsecretario de Guerra, despachando expedientes.	[299, 256, 541, 311]
reunion-paragraph: Sólo se tienen buenas noticias, pues siguen las felices incursiones de las barcas amigas sobre las guardias rebeldes.	[299, 381, 541, 422]
sucesos-title: SUCESOS	[1374, 382, 1544, 418]
gaceta-paragraph: Real decreto aprobando el reglamento de la caja del ahorro.	[1078, 1341, 1320, 1368]
reunion-paragraph: De Marruecos no hay novedad.	[313, 363, 484, 376]
londres-title: Telegrama del Mercado de Londres	[1346, 1855, 1571, 1872]
divider	[819, 1788, 1060, 1789]
royo-continued: Como ustedes ven—terminó diciendo el señor Royo Villanova—esta reunión ha de tener extraordinaria importancia para la enseñanza.	[819, 854, 1061, 910]
londres-value: 256-00-00	[1532, 1937, 1577, 1965]
